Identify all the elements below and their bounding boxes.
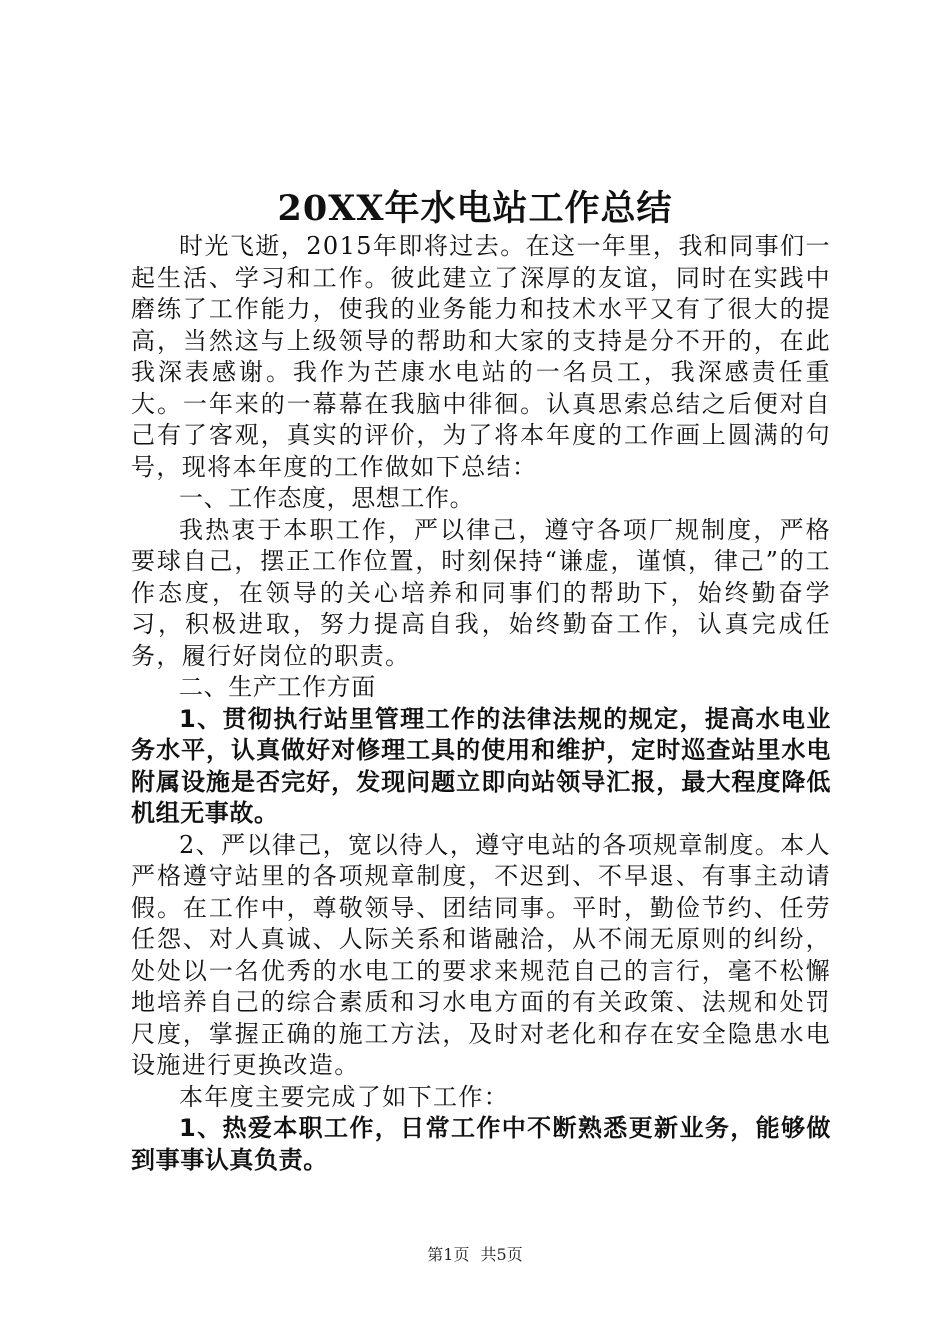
section-heading-attitude: 一、工作态度，思想工作。: [179, 484, 475, 512]
page-total: 共5页: [480, 1245, 523, 1264]
work-completed-item-1: 1、热爱本职工作，日常工作中不断熟悉更新业务，能够做到事事认真负责。: [131, 1114, 831, 1174]
document-title: 20XX年水电站工作总结: [277, 188, 673, 229]
section-heading-production: 二、生产工作方面: [179, 673, 376, 701]
document-body: [131, 231, 831, 1176]
attitude-paragraph: 我热衷于本职工作，严以律己，遵守各项厂规制度，严格要球自己，摆正工作位置，时刻保持“谦虚，谨慎，律己”的工作态度，在领导的关心培养和同事们的帮助下，始终勤奋学习，积极进取，努力提高自我，始终勤奋工作，认真完成任务，履行好岗位的职责。: [131, 515, 831, 670]
page-number: 第1页: [427, 1245, 470, 1264]
production-item-2: 2、严以律己，宽以待人，遵守电站的各项规章制度。本人严格遵守站里的各项规章制度，不迟到、不早退、有事主动请假。在工作中，尊敬领导、团结同事。平时，勤俭节约、任劳任怨、对人真诚、人际关系和谐融洽，从不闹无原则的纠纷，处处以一名优秀的水电工的要求来规范自己的言行，毫不松懈地培养自己的综合素质和习水电方面的有关政策、法规和处罚尺度，掌握正确的施工方法，及时对老化和存在安全隐患水电设施进行更换改造。: [131, 830, 831, 1079]
production-item-1: 1、贯彻执行站里管理工作的法律法规的规定，提高水电业务水平，认真做好对修理工具的使用和维护，定时巡查站里水电附属设施是否完好，发现问题立即向站领导汇报，最大程度降低机组无事故。: [131, 704, 831, 827]
page-footer: [0, 1244, 950, 1266]
intro-paragraph: 时光飞逝，2015年即将过去。在这一年里，我和同事们一起生活、学习和工作。彼此建立了深厚的友谊，同时在实践中磨练了工作能力，使我的业务能力和技术水平又有了很大的提高，当然这与上级领导的帮助和大家的支持是分不开的，在此我深表感谢。我作为芒康水电站的一名员工，我深感责任重大。一年来的一幕幕在我脑中徘徊。认真思索总结之后便对自己有了客观，真实的评价，为了将本年度的工作画上圆满的句号，现将本年度的工作做如下总结：: [131, 232, 831, 481]
work-completed-intro: 本年度主要完成了如下工作：: [179, 1082, 510, 1111]
